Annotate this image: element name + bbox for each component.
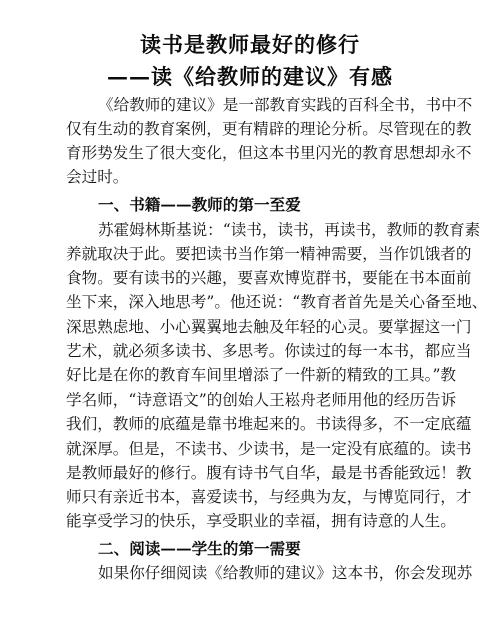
section-1-line-4: 坐下来，深入地思考”。他还说：“教育者首先是关心备至地、 bbox=[66, 293, 488, 311]
paragraph-1-line-1: 《给教师的建议》是一部教育实践的百科全书，书中不 bbox=[98, 96, 473, 114]
paragraph-1-line-4: 会过时。 bbox=[66, 168, 129, 186]
section-1-line-5: 深思熟虑地、小心翼翼地去触及年轻的心灵。要掌握这一门 bbox=[66, 318, 472, 336]
section-1-line-10: 就深厚。但是，不读书、少读书，是一定没有底蕴的。读书 bbox=[66, 440, 472, 458]
section-1-line-11: 是教师最好的修行。腹有诗书气自华，最是书香能致远！教 bbox=[66, 464, 472, 482]
section-2-heading: 二、阅读——学生的第一需要 bbox=[98, 539, 301, 558]
section-1-line-6: 艺术，就必须多读书、多思考。你读过的每一本书，都应当 bbox=[66, 342, 472, 360]
section-1-line-3: 食物。要有读书的兴趣，要喜欢博览群书，要能在书本面前 bbox=[66, 269, 472, 287]
section-1-line-12: 师只有亲近书本，喜爱读书，与经典为友，与博览同行，才 bbox=[66, 488, 472, 506]
paragraph-1-line-3: 育形势发生了很大变化，但这本书里闪光的教育思想却永不 bbox=[66, 144, 472, 162]
section-2-line-1: 如果你仔细阅读《给教师的建议》这本书，你会发现苏 bbox=[98, 564, 473, 582]
section-1-line-2: 养就取决于此。要把读书当作第一精神需要，当作饥饿者的 bbox=[66, 245, 472, 263]
section-1-heading: 一、书籍——教师的第一至爱 bbox=[98, 195, 301, 214]
section-1-line-1: 苏霍姆林斯基说：“读书，读书，再读书，教师的教育素 bbox=[98, 221, 481, 239]
section-1-line-9: 我们，教师的底蕴是靠书堆起来的。书读得多，不一定底蕴 bbox=[66, 415, 472, 433]
section-1-line-7: 好比是在你的教育车间里增添了一件新的精致的工具。”教 bbox=[66, 366, 457, 384]
document-subtitle: ——读《给教师的建议》有感 bbox=[107, 64, 393, 89]
section-1-line-8: 学名师，“诗意语文”的创始人王崧舟老师用他的经历告诉 bbox=[66, 391, 457, 409]
section-1-line-13: 能享受学习的快乐，享受职业的幸福，拥有诗意的人生。 bbox=[66, 512, 456, 530]
paragraph-1-line-2: 仅有生动的教育案例，更有精辟的理论分析。尽管现在的教 bbox=[66, 120, 472, 138]
document-title: 读书是教师最好的修行 bbox=[140, 32, 360, 57]
